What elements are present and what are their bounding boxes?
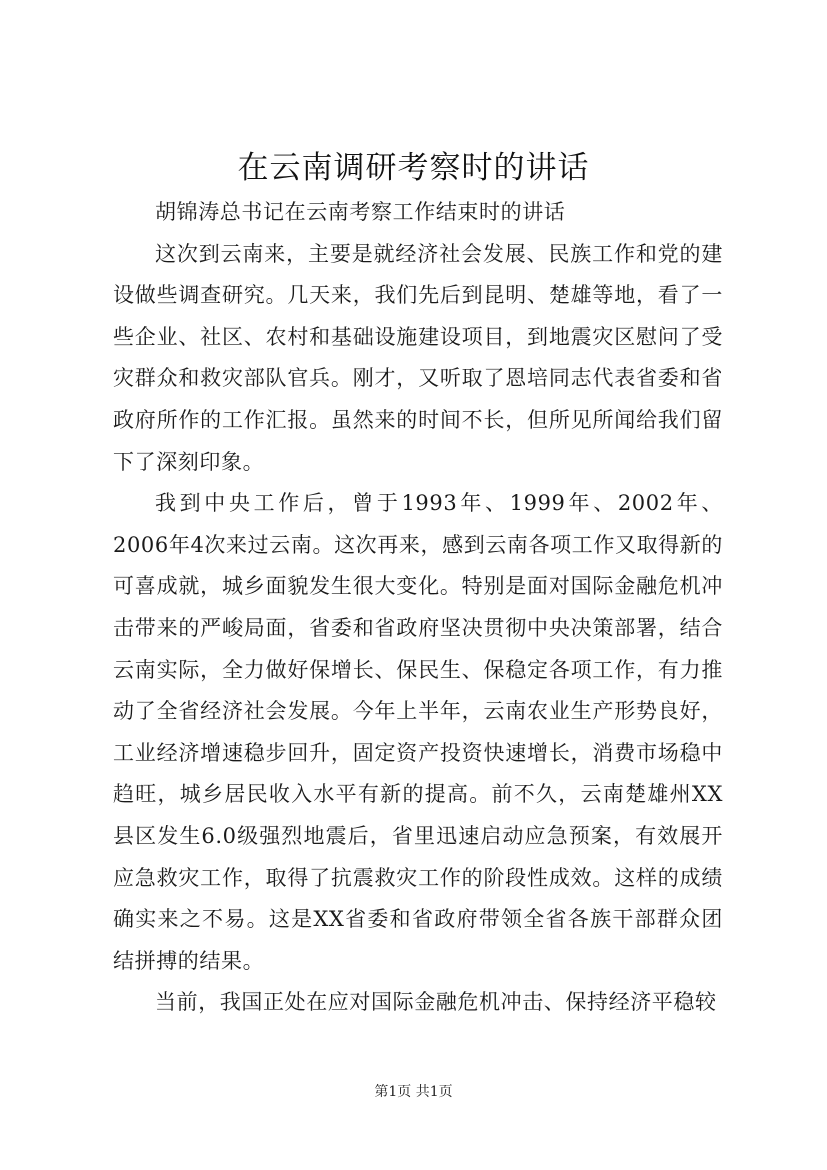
paragraph-1: 这次到云南来，主要是就经济社会发展、民族工作和党的建设做些调查研究。几天来，我们先后到昆明、楚雄等地，看了一些企业、社区、农村和基础设施建设项目，到地震灾区慰问了受灾群众和救灾部队官兵。刚才，又听取了恩培同志代表省委和省政府所作的工作汇报。虽然来的时间不长，但所见所闻给我们留下了深刻印象。 [113, 241, 723, 474]
document-title: 在云南调研考察时的讲话 [237, 150, 590, 186]
paragraph-2: 我到中央工作后，曾于1993年、1999年、2002年、2006年4次来过云南。这次再来，感到云南各项工作又取得新的可喜成就，城乡面貌发生很大变化。特别是面对国际金融危机冲击带来的严峻局面，省委和省政府坚决贯彻中央决策部署，结合云南实际，全力做好保增长、保民生、保稳定各项工作，有力推动了全省经济社会发展。今年上半年，云南农业生产形势良好，工业经济增速稳步回升，固定资产投资快速增长，消费市场稳中趋旺，城乡居民收入水平有新的提高。前不久，云南楚雄州XX县区发生6.0级强烈地震后，省里迅速启动应急预案，有效展开应急救灾工作，取得了抗震救灾工作的阶段性成效。这样的成绩确实来之不易。这是XX省委和省政府带领全省各族干部群众团结拼搏的结果。 [113, 491, 723, 973]
page-footer: 第1页 共1页 [374, 1084, 453, 1100]
document-body [113, 192, 723, 1024]
paragraph-3: 当前，我国正处在应对国际金融危机冲击、保持经济平稳较 [155, 990, 717, 1015]
document-subtitle: 胡锦涛总书记在云南考察工作结束时的讲话 [155, 200, 566, 224]
